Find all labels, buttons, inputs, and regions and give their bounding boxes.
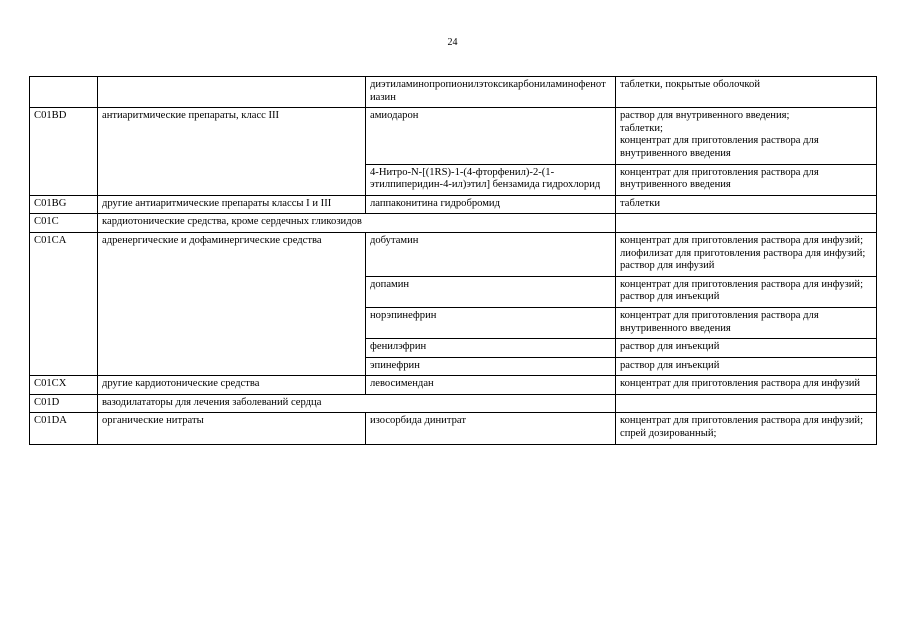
table-row <box>30 413 877 444</box>
dosage-form-line: концентрат для приготовления раствора для инфузий <box>620 378 861 390</box>
table-row <box>30 394 877 413</box>
dosage-form-line: раствор для инъекций <box>620 341 720 353</box>
dosage-form-line: раствор для внутривенного введения; <box>620 110 790 122</box>
dosage-form-line: лиофилизат для приготовления раствора для инфузий; <box>620 247 866 259</box>
dosage-form-cell <box>616 214 877 233</box>
drug-name-cell: диэтиламинопропионилэтоксикарбониламинофенотиазин <box>366 77 616 108</box>
dosage-form-cell <box>616 77 877 108</box>
drug-name-cell: лаппаконитина гидробромид <box>366 195 616 214</box>
table-row <box>30 195 877 214</box>
pharmacological-group-cell: антиаритмические препараты, класс III <box>98 108 366 196</box>
atc-code-cell: C01CA <box>30 232 98 375</box>
atc-code-cell: C01DA <box>30 413 98 444</box>
pharmacological-group-cell: адренергические и дофаминергические средства <box>98 232 366 375</box>
pharmacological-group-cell: кардиотонические средства, кроме сердечных гликозидов <box>98 214 616 233</box>
dosage-form-cell <box>616 376 877 395</box>
dosage-form-cell <box>616 195 877 214</box>
atc-code-cell: C01D <box>30 394 98 413</box>
dosage-form-cell <box>616 413 877 444</box>
pharmacological-group-cell <box>98 77 366 108</box>
dosage-form-line: концентрат для приготовления раствора для инфузий; <box>620 234 864 246</box>
drug-name-cell: изосорбида динитрат <box>366 413 616 444</box>
dosage-form-line: концентрат для приготовления раствора для внутривенного введения <box>620 309 819 334</box>
drug-name-cell: амиодарон <box>366 108 616 164</box>
dosage-form-line: концентрат для приготовления раствора для инфузий; <box>620 415 864 427</box>
dosage-form-line: раствор для инъекций <box>620 291 720 303</box>
drug-classification-table <box>29 76 877 445</box>
atc-code-cell <box>30 77 98 108</box>
atc-code-cell: C01BD <box>30 108 98 196</box>
drug-name-cell: фенилэфрин <box>366 339 616 358</box>
drug-name-cell: 4-Нитро-N-[(1RS)-1-(4-фторфенил)-2-(1-этилпиперидин-4-ил)этил] бензамида гидрохлорид <box>366 164 616 195</box>
dosage-form-line: таблетки <box>620 197 661 209</box>
pharmacological-group-cell: другие кардиотонические средства <box>98 376 366 395</box>
drug-name-cell: норэпинефрин <box>366 307 616 338</box>
dosage-form-cell <box>616 164 877 195</box>
dosage-form-line: таблетки; <box>620 122 663 134</box>
pharmacological-group-cell: органические нитраты <box>98 413 366 444</box>
drug-name-cell: левосимендан <box>366 376 616 395</box>
atc-code-cell: C01BG <box>30 195 98 214</box>
drug-name-cell: допамин <box>366 276 616 307</box>
dosage-form-cell <box>616 276 877 307</box>
atc-code-cell: C01C <box>30 214 98 233</box>
drug-name-cell: добутамин <box>366 232 616 276</box>
table-row <box>30 376 877 395</box>
table-row <box>30 77 877 108</box>
dosage-form-cell <box>616 357 877 376</box>
dosage-form-cell <box>616 394 877 413</box>
pharmacological-group-cell: вазодилататоры для лечения заболеваний сердца <box>98 394 616 413</box>
dosage-form-cell <box>616 232 877 276</box>
page-number: 24 <box>447 37 458 48</box>
dosage-form-line: концентрат для приготовления раствора для внутривенного введения <box>620 135 819 159</box>
pharmacological-group-cell: другие антиаритмические препараты классы I и III <box>98 195 366 214</box>
dosage-form-cell <box>616 108 877 164</box>
dosage-form-line: концентрат для приготовления раствора для внутривенного введения <box>620 166 819 191</box>
dosage-form-cell <box>616 339 877 358</box>
dosage-form-line: раствор для инъекций <box>620 359 720 371</box>
dosage-form-line: спрей дозированный; <box>620 428 717 440</box>
table-row <box>30 214 877 233</box>
atc-code-cell: C01CX <box>30 376 98 395</box>
table-row <box>30 108 877 164</box>
dosage-form-cell <box>616 307 877 338</box>
table-row <box>30 232 877 276</box>
dosage-form-line: концентрат для приготовления раствора для инфузий; <box>620 278 864 290</box>
table-body <box>30 77 877 445</box>
dosage-form-line: раствор для инфузий <box>620 260 715 272</box>
drug-name-cell: эпинефрин <box>366 357 616 376</box>
dosage-form-line: таблетки, покрытые оболочкой <box>620 79 760 90</box>
